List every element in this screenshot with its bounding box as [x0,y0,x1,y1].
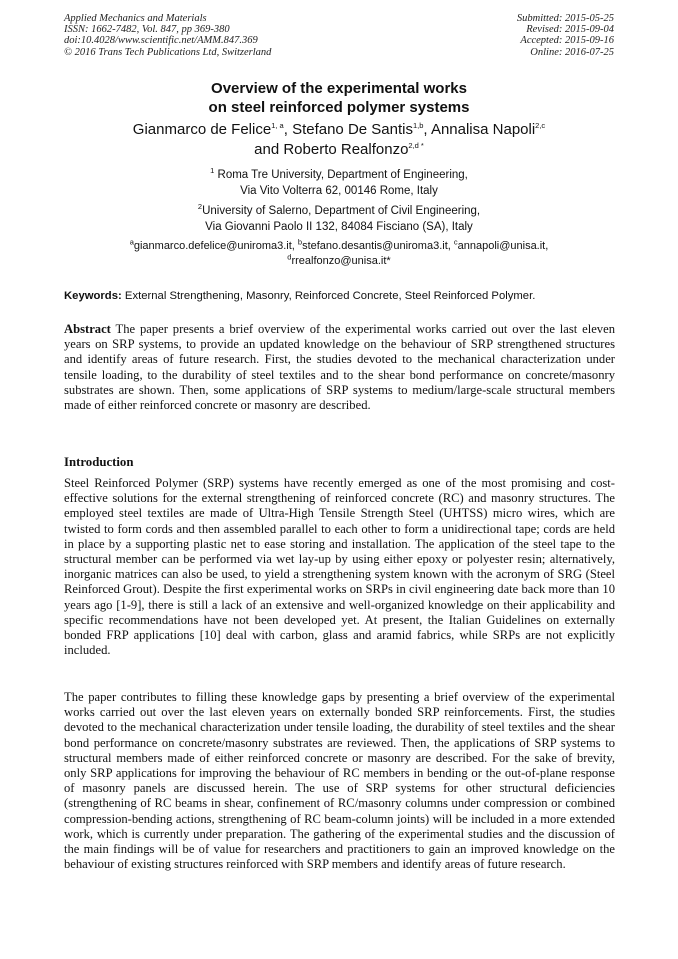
author-emails [0,239,678,269]
affiliation-line: University of Salerno, Department of Civil Engineering, [202,205,481,217]
intro-paragraph-1: Steel Reinforced Polymer (SRP) systems have recently emerged as one of the most promising and cost-effective solutions for the external strengthening of reinforced concrete (RC) and masonry structures. The employed steel textiles are made of Ultra-High Tensile Strength Steel (UHTSS) micro wires, which are twisted to form cords and then assembled parallel to each other to form a unidirectional tape; cords are held in place by a supporting plastic net to ease storing and installation. The application of the steel tape to the structural member can be performed via wet lay-up by using either epoxy or polyester resin; alternatively, inorganic matrices can also be used, to yield a strengthening system known with the acronym of SRG (Steel Reinforced Grout). Despite the first experimental works on SRPs in civil engineering date back more than 10 years ago [1-9], there is still a lack of an extensive and well-organized knowledge on their applicability and specific recommendations have not been developed yet. At present, the Italian Guidelines on externally bonded FRP applications [10] deal with carbon, glass and aramid fabrics, while SRPs are not explicitly included. [64,476,615,658]
submitted-date: Submitted: 2015-05-25 [516,13,614,24]
affiliation-number: 2 [197,202,203,212]
keywords [64,289,624,304]
authors-line-1 [0,120,678,140]
abstract-label: Abstract [64,322,111,336]
keywords-label: Keywords: [64,290,122,302]
author-name: Annalisa Napoli [430,121,536,138]
author-affiliation-mark: 1, a [271,121,284,130]
journal-doi: doi:10.4028/www.scientific.net/AMM.847.369 [64,35,258,47]
abstract-text: The paper presents a brief overview of the experimental works carried out over the last eleven years on SRP systems, to provide an updated knowledge on the behaviour of SRP strengthened structures and identify areas of future research. First, the studies devoted to the mechanical characterization under tensile loading, to the durability of steel textiles and to the shear bond performance on concrete/masonry substrates are shown. Then, some applications of SRP systems to medium/large-scale structural members made of either reinforced concrete or masonry are described. [64,322,615,413]
author-list [0,120,678,160]
email-link[interactable]: stefano.desantis@uniroma3.it, [302,240,454,252]
journal-name: Applied Mechanics and Materials [64,13,207,24]
author-affiliation-mark: 2,d * [408,141,424,150]
affiliation-2 [0,203,678,235]
abstract [64,322,615,413]
section-heading: Introduction [64,455,134,469]
email-link[interactable]: rrealfonzo@unisa.it* [291,255,391,267]
author-affiliation-mark: 2,c [535,121,546,130]
author-name: Gianmarco de Felice [132,121,272,138]
author-name: and Roberto Realfonzo [254,141,409,158]
email-mark: a [129,237,134,247]
journal-copyright: © 2016 Trans Tech Publications Ltd, Switzerland [64,46,272,58]
accepted-date: Accepted: 2015-09-16 [520,35,614,47]
journal-issn: ISSN: 1662-7482, Vol. 847, pp 369-380 [64,24,230,36]
email-link[interactable]: gianmarco.defelice@uniroma3.it, [133,240,298,252]
author-affiliation-mark: 1,b [412,121,424,130]
author-separator: , [283,121,293,138]
publication-dates [517,13,614,58]
online-date: Online: 2016-07-25 [530,46,614,58]
affiliation-number: 1 [210,166,215,176]
affiliation-address: Via Vito Volterra 62, 00146 Rome, Italy [240,185,438,197]
author-separator: , [423,121,431,138]
email-mark: b [297,237,303,247]
journal-info [64,13,271,58]
intro-paragraph-2: The paper contributes to filling these knowledge gaps by presenting a brief overview of the experimental works carried out over the last eleven years on externally bonded SRP reinforcements. First, the studies devoted to the mechanical characterization under tensile loading, the durability of steel textiles and the shear bond performance on concrete/masonry substrates are reviewed. Then, the applications of SRP systems to structural members made of either reinforced concrete or masonry are described. For the sake of brevity, only SRP applications for improving the behaviour of RC members in bending or the out-of-plane response of masonry panels are discussed herein. The use of SRP systems for other structural deficiencies (strengthening of RC beams in shear, confinement of RC/masonry columns under compression or combined compression-bending actions, strengthening of RC beam-column joints) will be included in a more extended work, which is currently under preparation. The gathering of the experimental studies and the discussion of the main findings will be of value for researchers and practitioners to gain an improved knowledge on the behaviour of existing structures reinforced with SRP members and identify areas of future research. [64,690,615,872]
email-mark: c [453,237,458,247]
title-line-1: Overview of the experimental works [211,80,467,97]
author-name: Stefano De Santis [292,121,413,138]
email-mark: d [287,252,292,262]
title-line-2: on steel reinforced polymer systems [208,99,470,116]
affiliation-address: Via Giovanni Paolo II 132, 84084 Fisciano (SA), Italy [205,221,473,233]
paper-title [0,79,678,117]
email-link[interactable]: annapoli@unisa.it, [457,240,549,252]
affiliation-1 [0,167,678,199]
authors-line-2 [0,140,678,160]
revised-date: Revised: 2015-09-04 [526,24,614,36]
keywords-text: External Strengthening, Masonry, Reinforced Concrete, Steel Reinforced Polymer. [121,290,536,302]
affiliation-line: Roma Tre University, Department of Engineering, [217,169,468,181]
